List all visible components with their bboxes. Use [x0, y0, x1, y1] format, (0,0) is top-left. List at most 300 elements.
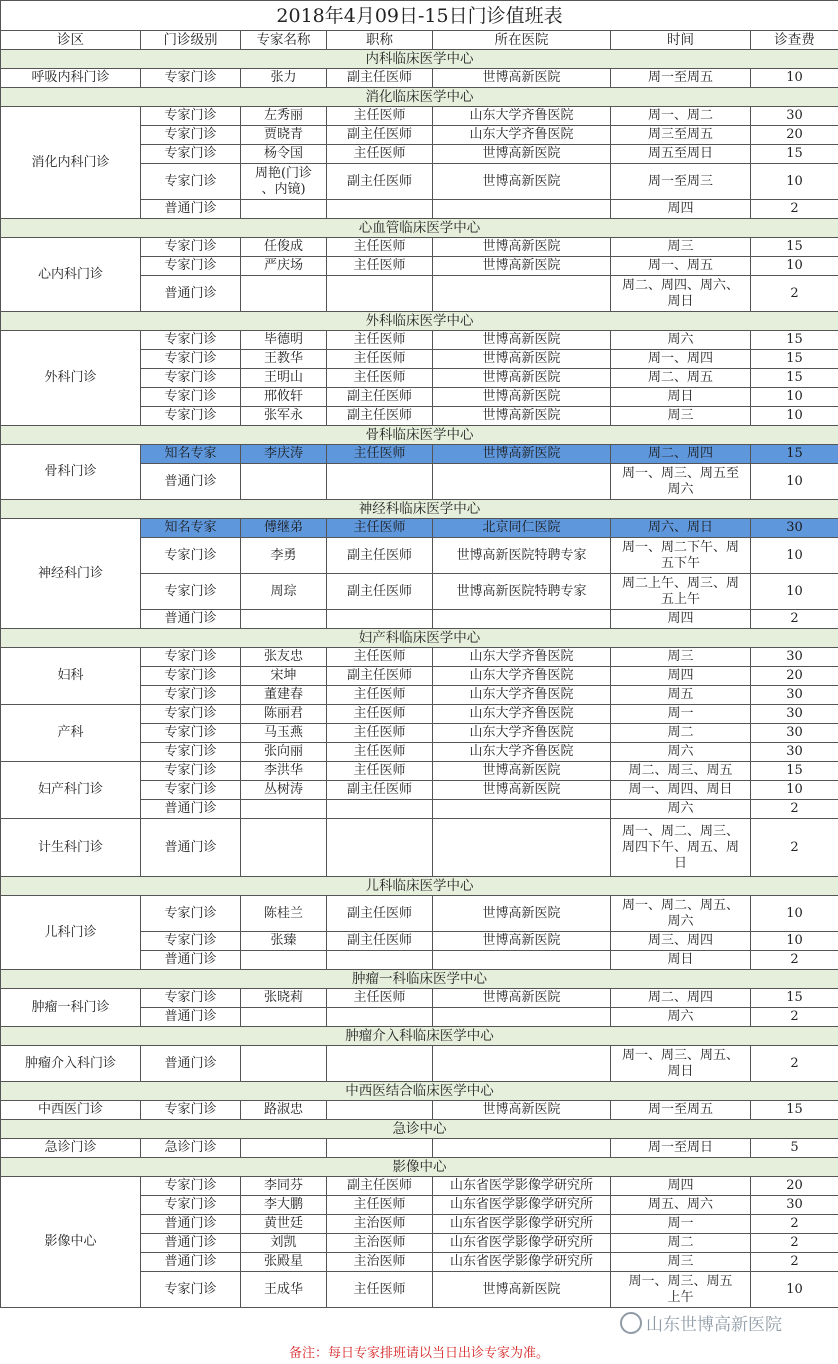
- schedule-time: 周一、周五: [611, 257, 751, 276]
- clinic-level: 普通门诊: [141, 1008, 241, 1027]
- section-title: 骨科临床医学中心: [1, 426, 838, 445]
- doctor-name: 宋坤: [241, 667, 327, 686]
- doctor-title: 副主任医师: [327, 407, 433, 426]
- hospital: [433, 200, 611, 219]
- clinic-area: 外科门诊: [1, 331, 141, 426]
- doctor-title: 副主任医师: [327, 164, 433, 200]
- schedule-time: 周一至周五: [611, 69, 751, 88]
- fee: 10: [751, 388, 838, 407]
- hospital: 世博高新医院: [433, 369, 611, 388]
- doctor-title: 主任医师: [327, 705, 433, 724]
- schedule-time: 周二、周四: [611, 989, 751, 1008]
- schedule-time: 周一: [611, 1215, 751, 1234]
- table-row: [1, 705, 838, 724]
- doctor-title: 主治医师: [327, 1234, 433, 1253]
- column-header: 诊查费: [751, 31, 838, 50]
- doctor-title: 副主任医师: [327, 69, 433, 88]
- wechat-icon: [620, 1312, 642, 1334]
- clinic-level: 专家门诊: [141, 107, 241, 126]
- fee: 15: [751, 350, 838, 369]
- fee: 10: [751, 407, 838, 426]
- schedule-time: 周日: [611, 388, 751, 407]
- clinic-level: 普通门诊: [141, 610, 241, 629]
- doctor-title: 副主任医师: [327, 126, 433, 145]
- table-row: [1, 819, 838, 877]
- hospital: 山东省医学影像学研究所: [433, 1177, 611, 1196]
- hospital: 世博高新医院: [433, 257, 611, 276]
- clinic-area: 呼吸内科门诊: [1, 69, 141, 88]
- hospital: 世博高新医院: [433, 932, 611, 951]
- schedule-time: 周四: [611, 200, 751, 219]
- section-row: [1, 88, 838, 107]
- doctor-name: [241, 800, 327, 819]
- schedule-time: 周五、周六: [611, 1196, 751, 1215]
- clinic-area: 心内科门诊: [1, 238, 141, 312]
- fee: 2: [751, 276, 838, 312]
- fee: 15: [751, 238, 838, 257]
- clinic-level: 专家门诊: [141, 331, 241, 350]
- schedule-time: 周一至周五: [611, 1101, 751, 1120]
- schedule-time: 周六、周日: [611, 519, 751, 538]
- doctor-title: [327, 1008, 433, 1027]
- schedule-time: 周五至周日: [611, 145, 751, 164]
- doctor-name: 张军永: [241, 407, 327, 426]
- section-row: [1, 970, 838, 989]
- column-header: 专家名称: [241, 31, 327, 50]
- schedule-time: 周二: [611, 1234, 751, 1253]
- clinic-level: 普通门诊: [141, 1215, 241, 1234]
- clinic-level: 知名专家: [141, 445, 241, 464]
- clinic-level: 专家门诊: [141, 388, 241, 407]
- fee: 15: [751, 1101, 838, 1120]
- hospital: 世博高新医院: [433, 145, 611, 164]
- hospital: 世博高新医院: [433, 762, 611, 781]
- doctor-name: 董建春: [241, 686, 327, 705]
- table-row: [1, 331, 838, 350]
- schedule-time: 周二: [611, 724, 751, 743]
- fee: 30: [751, 743, 838, 762]
- doctor-title: 副主任医师: [327, 781, 433, 800]
- doctor-name: 严庆场: [241, 257, 327, 276]
- doctor-name: 周艳(门诊 、内镜): [241, 164, 327, 200]
- clinic-level: 专家门诊: [141, 164, 241, 200]
- doctor-title: 主任医师: [327, 238, 433, 257]
- clinic-level: 普通门诊: [141, 464, 241, 500]
- doctor-name: [241, 276, 327, 312]
- clinic-level: 急诊门诊: [141, 1139, 241, 1158]
- doctor-title: [327, 464, 433, 500]
- schedule-time: 周四: [611, 1177, 751, 1196]
- table-row: [1, 1139, 838, 1158]
- fee: 15: [751, 445, 838, 464]
- header-row: [1, 31, 838, 50]
- fee: 2: [751, 1253, 838, 1272]
- doctor-name: [241, 610, 327, 629]
- column-header: 职称: [327, 31, 433, 50]
- clinic-level: 专家门诊: [141, 989, 241, 1008]
- hospital: 世博高新医院: [433, 896, 611, 932]
- hospital: 山东大学齐鲁医院: [433, 667, 611, 686]
- table-row: [1, 445, 838, 464]
- fee: 10: [751, 538, 838, 574]
- table-row: [1, 1046, 838, 1082]
- hospital: 世博高新医院: [433, 238, 611, 257]
- clinic-level: 专家门诊: [141, 126, 241, 145]
- clinic-level: 专家门诊: [141, 407, 241, 426]
- schedule-time: 周四: [611, 667, 751, 686]
- section-title: 神经科临床医学中心: [1, 500, 838, 519]
- doctor-title: 主任医师: [327, 145, 433, 164]
- column-header: 诊区: [1, 31, 141, 50]
- clinic-area: 妇产科门诊: [1, 762, 141, 819]
- schedule-time: 周一、周二、周五、 周六: [611, 896, 751, 932]
- clinic-level: 专家门诊: [141, 574, 241, 610]
- section-row: [1, 629, 838, 648]
- section-row: [1, 500, 838, 519]
- doctor-title: [327, 610, 433, 629]
- section-row: [1, 426, 838, 445]
- doctor-name: [241, 819, 327, 877]
- doctor-name: 陈桂兰: [241, 896, 327, 932]
- schedule-time: 周二、周三、周五: [611, 762, 751, 781]
- doctor-name: 李大鹏: [241, 1196, 327, 1215]
- doctor-name: 杨令国: [241, 145, 327, 164]
- doctor-title: 主任医师: [327, 1272, 433, 1308]
- column-header: 时间: [611, 31, 751, 50]
- fee: 2: [751, 1215, 838, 1234]
- clinic-level: 专家门诊: [141, 145, 241, 164]
- doctor-name: 张晓莉: [241, 989, 327, 1008]
- doctor-name: 张向丽: [241, 743, 327, 762]
- hospital: 山东大学齐鲁医院: [433, 648, 611, 667]
- hospital: 世博高新医院: [433, 164, 611, 200]
- section-title: 消化临床医学中心: [1, 88, 838, 107]
- hospital: 世博高新医院: [433, 69, 611, 88]
- table-row: [1, 1101, 838, 1120]
- doctor-title: [327, 800, 433, 819]
- doctor-name: 张臻: [241, 932, 327, 951]
- schedule-time: 周一、周三、周五 上午: [611, 1272, 751, 1308]
- hospital: 山东大学齐鲁医院: [433, 107, 611, 126]
- doctor-title: 主任医师: [327, 762, 433, 781]
- table-row: [1, 1177, 838, 1196]
- hospital: [433, 1046, 611, 1082]
- schedule-time: 周四: [611, 610, 751, 629]
- doctor-name: 左秀丽: [241, 107, 327, 126]
- doctor-name: [241, 1008, 327, 1027]
- hospital: 世博高新医院: [433, 388, 611, 407]
- clinic-area: 急诊门诊: [1, 1139, 141, 1158]
- doctor-title: [327, 200, 433, 219]
- section-row: [1, 50, 838, 69]
- fee: 5: [751, 1139, 838, 1158]
- doctor-title: 主治医师: [327, 1215, 433, 1234]
- hospital: 山东省医学影像学研究所: [433, 1253, 611, 1272]
- doctor-name: 张殿星: [241, 1253, 327, 1272]
- doctor-name: 刘凯: [241, 1234, 327, 1253]
- schedule-time: 周一、周三、周五至 周六: [611, 464, 751, 500]
- doctor-name: 邢攸轩: [241, 388, 327, 407]
- section-title: 肿瘤一科临床医学中心: [1, 970, 838, 989]
- doctor-title: [327, 276, 433, 312]
- clinic-level: 专家门诊: [141, 724, 241, 743]
- doctor-title: 主任医师: [327, 989, 433, 1008]
- hospital: 山东省医学影像学研究所: [433, 1196, 611, 1215]
- section-row: [1, 219, 838, 238]
- fee: 2: [751, 1008, 838, 1027]
- clinic-area: 影像中心: [1, 1177, 141, 1308]
- schedule-time: 周一、周四: [611, 350, 751, 369]
- fee: 2: [751, 610, 838, 629]
- clinic-area: 神经科门诊: [1, 519, 141, 629]
- schedule-time: 周一至周日: [611, 1139, 751, 1158]
- fee: 15: [751, 762, 838, 781]
- fee: 10: [751, 781, 838, 800]
- doctor-name: 傅继弟: [241, 519, 327, 538]
- hospital: 世博高新医院: [433, 407, 611, 426]
- hospital: [433, 1008, 611, 1027]
- schedule-time: 周一、周二下午、周 五下午: [611, 538, 751, 574]
- schedule-time: 周一、周四、周日: [611, 781, 751, 800]
- doctor-name: 王成华: [241, 1272, 327, 1308]
- doctor-title: 副主任医师: [327, 574, 433, 610]
- section-title: 内科临床医学中心: [1, 50, 838, 69]
- clinic-area: 消化内科门诊: [1, 107, 141, 219]
- hospital: 山东大学齐鲁医院: [433, 724, 611, 743]
- fee: 10: [751, 574, 838, 610]
- watermark: [620, 1310, 782, 1335]
- table-row: [1, 238, 838, 257]
- clinic-level: 专家门诊: [141, 686, 241, 705]
- clinic-area: 骨科门诊: [1, 445, 141, 500]
- schedule-time: 周一: [611, 705, 751, 724]
- section-title: 影像中心: [1, 1158, 838, 1177]
- doctor-name: [241, 200, 327, 219]
- schedule-time: 周六: [611, 743, 751, 762]
- title-row: [1, 1, 838, 31]
- clinic-level: 专家门诊: [141, 1177, 241, 1196]
- table-row: [1, 69, 838, 88]
- doctor-title: [327, 1046, 433, 1082]
- clinic-level: 普通门诊: [141, 200, 241, 219]
- clinic-area: 计生科门诊: [1, 819, 141, 877]
- doctor-name: 李勇: [241, 538, 327, 574]
- table-row: [1, 519, 838, 538]
- fee: 15: [751, 369, 838, 388]
- doctor-name: 陈丽君: [241, 705, 327, 724]
- section-row: [1, 1158, 838, 1177]
- clinic-area: 产科: [1, 705, 141, 762]
- table-row: [1, 762, 838, 781]
- section-title: 外科临床医学中心: [1, 312, 838, 331]
- doctor-title: [327, 1101, 433, 1120]
- doctor-name: 丛树涛: [241, 781, 327, 800]
- table-row: [1, 989, 838, 1008]
- fee: 30: [751, 724, 838, 743]
- doctor-title: 副主任医师: [327, 388, 433, 407]
- doctor-title: 主任医师: [327, 519, 433, 538]
- clinic-area: 肿瘤介入科门诊: [1, 1046, 141, 1082]
- fee: 2: [751, 819, 838, 877]
- clinic-level: 专家门诊: [141, 238, 241, 257]
- clinic-level: 专家门诊: [141, 896, 241, 932]
- clinic-level: 普通门诊: [141, 1046, 241, 1082]
- doctor-name: 李庆涛: [241, 445, 327, 464]
- clinic-level: 普通门诊: [141, 800, 241, 819]
- doctor-title: 主任医师: [327, 648, 433, 667]
- section-title: 妇产科临床医学中心: [1, 629, 838, 648]
- doctor-title: 主任医师: [327, 369, 433, 388]
- clinic-level: 专家门诊: [141, 762, 241, 781]
- doctor-name: 任俊成: [241, 238, 327, 257]
- doctor-name: 李洪华: [241, 762, 327, 781]
- section-row: [1, 877, 838, 896]
- schedule-time: 周三: [611, 648, 751, 667]
- hospital: 世博高新医院: [433, 781, 611, 800]
- schedule-time: 周五: [611, 686, 751, 705]
- hospital: 山东大学齐鲁医院: [433, 705, 611, 724]
- doctor-title: 副主任医师: [327, 1177, 433, 1196]
- doctor-title: [327, 1139, 433, 1158]
- doctor-title: 主任医师: [327, 445, 433, 464]
- schedule-time: 周三: [611, 407, 751, 426]
- schedule-time: 周日: [611, 951, 751, 970]
- hospital: 山东省医学影像学研究所: [433, 1234, 611, 1253]
- doctor-title: [327, 951, 433, 970]
- page-title: 2018年4月09日-15日门诊值班表: [1, 1, 838, 31]
- hospital: 世博高新医院: [433, 1101, 611, 1120]
- doctor-title: 主治医师: [327, 1253, 433, 1272]
- schedule-time: 周三至周五: [611, 126, 751, 145]
- hospital: 世博高新医院: [433, 1272, 611, 1308]
- section-row: [1, 1027, 838, 1046]
- schedule-time: 周三: [611, 1253, 751, 1272]
- doctor-title: [327, 819, 433, 877]
- section-title: 儿科临床医学中心: [1, 877, 838, 896]
- schedule-time: 周一、周二: [611, 107, 751, 126]
- hospital: [433, 610, 611, 629]
- fee: 15: [751, 331, 838, 350]
- section-title: 心血管临床医学中心: [1, 219, 838, 238]
- schedule-time: 周二、周五: [611, 369, 751, 388]
- hospital: 世博高新医院: [433, 989, 611, 1008]
- hospital: [433, 951, 611, 970]
- hospital: [433, 819, 611, 877]
- doctor-name: 王明山: [241, 369, 327, 388]
- doctor-title: 副主任医师: [327, 896, 433, 932]
- footnote: 备注：每日专家排班请以当日出诊专家为准。: [288, 1346, 549, 1361]
- section-row: [1, 1120, 838, 1139]
- hospital: 世博高新医院: [433, 331, 611, 350]
- fee: 10: [751, 257, 838, 276]
- fee: 10: [751, 932, 838, 951]
- doctor-name: 周琮: [241, 574, 327, 610]
- clinic-level: 专家门诊: [141, 1196, 241, 1215]
- doctor-title: 主任医师: [327, 686, 433, 705]
- table-row: [1, 107, 838, 126]
- doctor-name: 王教华: [241, 350, 327, 369]
- clinic-area: 儿科门诊: [1, 896, 141, 970]
- clinic-level: 专家门诊: [141, 1272, 241, 1308]
- fee: 10: [751, 896, 838, 932]
- doctor-name: [241, 1046, 327, 1082]
- doctor-name: [241, 951, 327, 970]
- doctor-title: 主任医师: [327, 1196, 433, 1215]
- fee: 30: [751, 705, 838, 724]
- column-header: 门诊级别: [141, 31, 241, 50]
- schedule-time: 周三、周四: [611, 932, 751, 951]
- fee: 15: [751, 989, 838, 1008]
- clinic-level: 专家门诊: [141, 743, 241, 762]
- table-row: [1, 896, 838, 932]
- section-row: [1, 1082, 838, 1101]
- schedule-time: 周六: [611, 1008, 751, 1027]
- doctor-name: 张友忠: [241, 648, 327, 667]
- doctor-title: 副主任医师: [327, 538, 433, 574]
- hospital: 世博高新医院特聘专家: [433, 574, 611, 610]
- hospital: [433, 464, 611, 500]
- fee: 20: [751, 126, 838, 145]
- clinic-area: 肿瘤一科门诊: [1, 989, 141, 1027]
- watermark-text: 山东世博高新医院: [646, 1315, 782, 1335]
- fee: 30: [751, 519, 838, 538]
- hospital: 北京同仁医院: [433, 519, 611, 538]
- doctor-name: [241, 464, 327, 500]
- section-title: 肿瘤介入科临床医学中心: [1, 1027, 838, 1046]
- doctor-name: 李同芬: [241, 1177, 327, 1196]
- fee: 20: [751, 1177, 838, 1196]
- fee: 10: [751, 464, 838, 500]
- clinic-level: 专家门诊: [141, 1101, 241, 1120]
- doctor-title: 主任医师: [327, 107, 433, 126]
- doctor-title: 副主任医师: [327, 932, 433, 951]
- fee: 10: [751, 69, 838, 88]
- doctor-name: 贾晓青: [241, 126, 327, 145]
- doctor-name: [241, 1139, 327, 1158]
- schedule-time: 周三: [611, 238, 751, 257]
- fee: 2: [751, 800, 838, 819]
- schedule-time: 周二、周四: [611, 445, 751, 464]
- doctor-name: 毕德明: [241, 331, 327, 350]
- fee: 30: [751, 1196, 838, 1215]
- hospital: [433, 276, 611, 312]
- hospital: 世博高新医院: [433, 445, 611, 464]
- fee: 2: [751, 1234, 838, 1253]
- fee: 10: [751, 1272, 838, 1308]
- clinic-area: 妇科: [1, 648, 141, 705]
- clinic-level: 普通门诊: [141, 819, 241, 877]
- hospital: 世博高新医院特聘专家: [433, 538, 611, 574]
- hospital: 山东省医学影像学研究所: [433, 1215, 611, 1234]
- schedule-time: 周一、周三、周五、 周日: [611, 1046, 751, 1082]
- clinic-level: 普通门诊: [141, 951, 241, 970]
- clinic-level: 专家门诊: [141, 667, 241, 686]
- fee: 30: [751, 107, 838, 126]
- schedule-time: 周六: [611, 331, 751, 350]
- table-row: [1, 648, 838, 667]
- doctor-name: 张力: [241, 69, 327, 88]
- clinic-area: 中西医门诊: [1, 1101, 141, 1120]
- doctor-name: 马玉燕: [241, 724, 327, 743]
- hospital: 山东大学齐鲁医院: [433, 126, 611, 145]
- clinic-level: 普通门诊: [141, 1253, 241, 1272]
- clinic-level: 专家门诊: [141, 257, 241, 276]
- clinic-level: 专家门诊: [141, 648, 241, 667]
- clinic-level: 专家门诊: [141, 369, 241, 388]
- schedule-time: 周二上午、周三、周 五上午: [611, 574, 751, 610]
- fee: 2: [751, 1046, 838, 1082]
- section-row: [1, 312, 838, 331]
